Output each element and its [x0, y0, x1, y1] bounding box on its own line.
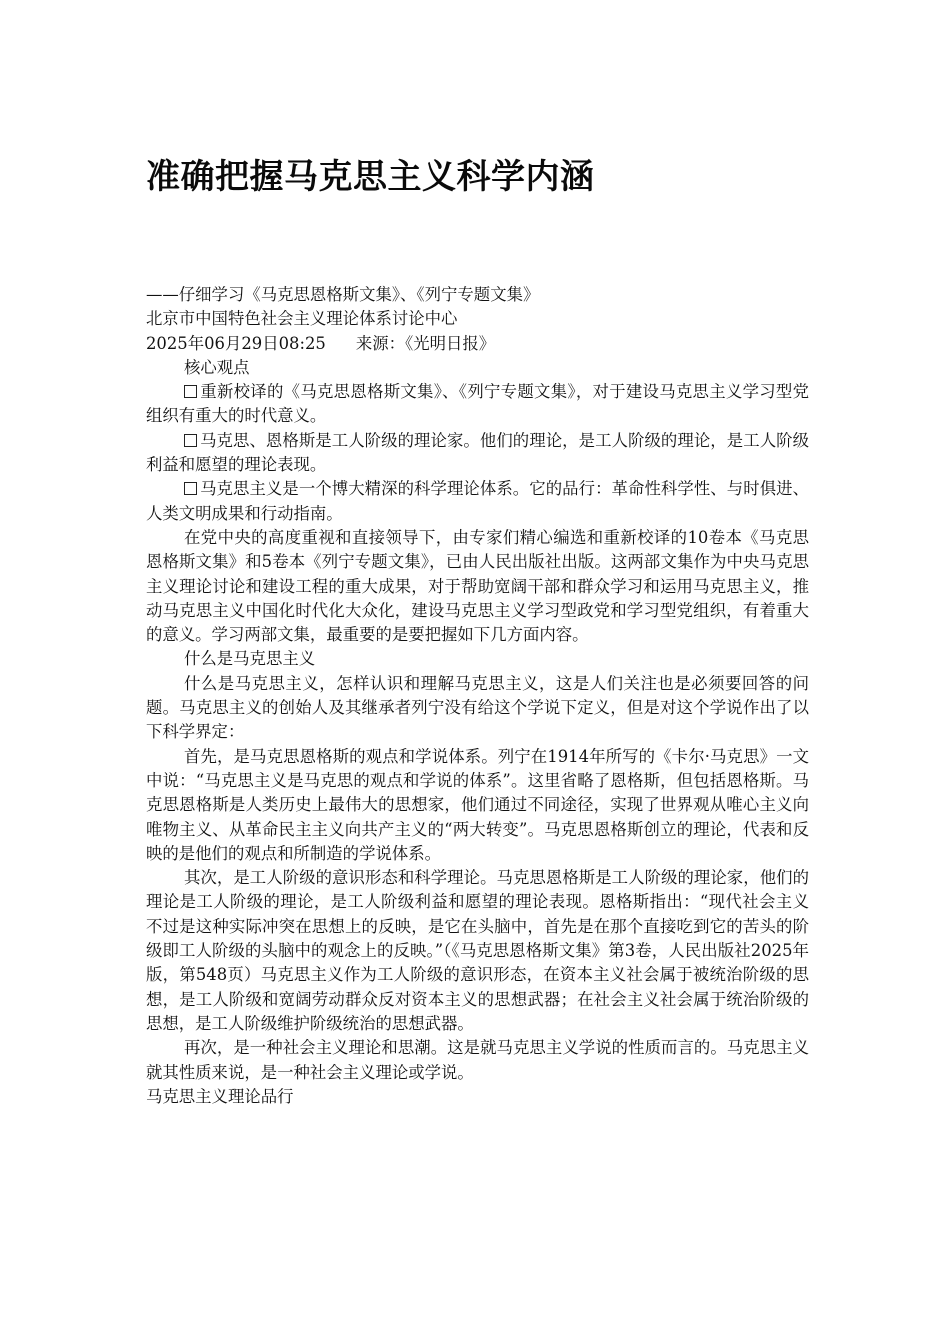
- core-point: [146, 477, 809, 526]
- section-heading: 马克思主义理论品行: [146, 1086, 294, 1106]
- article-author: 北京市中国特色社会主义理论体系讨论中心: [146, 309, 458, 329]
- checkbox-bullet-icon: [184, 482, 197, 495]
- body-paragraph: 首先，是马克思恩格斯的观点和学说体系。列宁在1914年所写的《卡尔·马克思》一文中说：“马克思主义是马克思的观点和学说的体系”。这里省略了恩格斯，但包括恩格斯。马克思恩格斯是人类历史上最伟大的思想家，他们通过不同途径，实现了世界观从唯心主义向唯物主义、从革命民主主义向共产主义的“两大转变”。马克思恩格斯创立的理论，代表和反映的是他们的观点和所制造的学说体系。: [146, 746, 809, 863]
- body-paragraph: 什么是马克思主义，怎样认识和理解马克思主义，这是人们关注也是必须要回答的问题。马克思主义的创始人及其继承者列宁没有给这个学说下定义，但是对这个学说作出了以下科学界定：: [146, 673, 809, 742]
- intro-paragraph: 在党中央的高度重视和直接领导下，由专家们精心编选和重新校译的10卷本《马克思恩格斯文集》和5卷本《列宁专题文集》，已由人民出版社出版。这两部文集作为中央马克思主义理论讨论和建设工程的重大成果，对于帮助宽阔干部和群众学习和运用马克思主义，推动马克思主义中国化时代化大众化，建设马克思主义学习型政党和学习型党组织，有着重大的意义。学习两部文集，最重要的是要把握如下几方面内容。: [146, 527, 809, 645]
- article-body: [146, 283, 809, 1109]
- article-meta: [146, 332, 809, 356]
- checkbox-bullet-icon: [184, 434, 197, 447]
- core-heading: 核心观点: [184, 357, 250, 377]
- checkbox-bullet-icon: [184, 385, 197, 398]
- article-date: 2025年06月29日08:25: [146, 333, 326, 353]
- core-point: [146, 380, 809, 429]
- core-point-text: 马克思主义是一个博大精深的科学理论体系。它的品行：革命性科学性、与时俱进、人类文明成果和行动指南。: [146, 479, 809, 523]
- body-paragraph: 再次，是一种社会主义理论和思潮。这是就马克思主义学说的性质而言的。马克思主义就其性质来说，是一种社会主义理论或学说。: [146, 1038, 809, 1082]
- article-title: 准确把握马克思主义科学内涵: [146, 157, 595, 197]
- core-point-text: 重新校译的《马克思恩格斯文集》、《列宁专题文集》，对于建设马克思主义学习型党组织有重大的时代意义。: [146, 382, 809, 426]
- article-source: 来源：《光明日报》: [355, 333, 496, 353]
- core-point: [146, 429, 809, 478]
- article-subtitle: ——仔细学习《马克思恩格斯文集》、《列宁专题文集》: [146, 285, 540, 304]
- section-heading: 什么是马克思主义: [184, 649, 316, 669]
- body-paragraph: 其次，是工人阶级的意识形态和科学理论。马克思恩格斯是工人阶级的理论家，他们的理论是工人阶级的理论，是工人阶级利益和愿望的理论表现。恩格斯指出：“现代社会主义不过是这种实际冲突在思想上的反映，是它在头脑中，首先是在那个直接吃到它的苦头的阶级即工人阶级的头脑中的观念上的反映。”（《马克思恩格斯文集》第3卷，人民出版社2025年版，第548页）马克思主义作为工人阶级的意识形态，在资本主义社会属于被统治阶级的思想，是工人阶级和宽阔劳动群众反对资本主义的思想武器；在社会主义社会属于统治阶级的思想，是工人阶级维护阶级统治的思想武器。: [146, 868, 809, 1033]
- core-point-text: 马克思、恩格斯是工人阶级的理论家。他们的理论，是工人阶级的理论，是工人阶级利益和愿望的理论表现。: [146, 430, 809, 475]
